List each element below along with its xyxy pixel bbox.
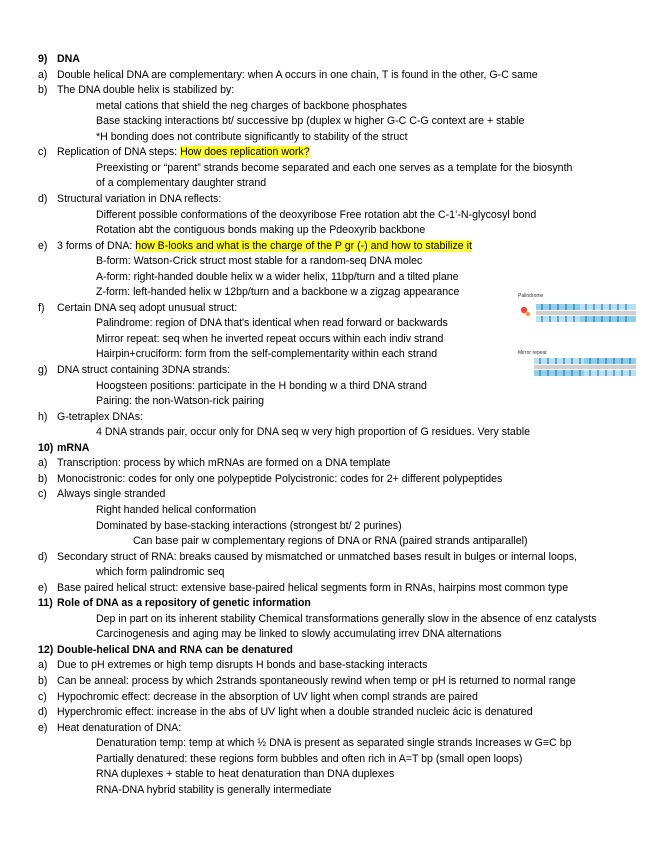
list-marker: e) [38, 239, 48, 252]
line-text [57, 597, 311, 610]
list-marker: h) [38, 410, 48, 423]
line-text-body: DNA [57, 53, 80, 65]
line-text [133, 535, 528, 548]
line-text [57, 659, 427, 672]
line-text [96, 737, 571, 750]
line-text-body: Base paired helical struct: extensive base-paired helical segments form in RNAs, hairpins most common type [57, 581, 569, 594]
line-text [96, 209, 536, 222]
line-text [96, 271, 459, 284]
line-text-body: Dep in part on its inherent stability Chemical transformations generally slow in the absence of enz catalysts [96, 612, 597, 625]
list-marker: g) [38, 364, 48, 376]
list-marker: e) [38, 721, 48, 734]
list-marker: a) [38, 659, 48, 672]
line-text [96, 768, 394, 781]
line-text-body: *H bonding does not contribute significantly to stability of the struct [96, 130, 408, 143]
line-text-body: Pairing: the non-Watson-rick pairing [96, 395, 265, 408]
line-text [57, 473, 502, 486]
line-text-body: Rotation abt the contiguous bonds making up the Pdeoxyrib backbone [96, 224, 426, 237]
line-text [96, 131, 408, 144]
list-marker: f) [38, 301, 45, 314]
line-text-body: Role of DNA as a repository of genetic information [57, 597, 311, 610]
list-marker: a) [38, 457, 48, 470]
line-text-body: Different possible conformations of the deoxyribose Free rotation abt the C-1’-N-glycosyl bond [96, 208, 537, 221]
line-text-body: Z-form: left-handed helix w 12bp/turn and a backbone w a zigzag appearance [96, 286, 460, 299]
line-text [57, 551, 577, 564]
mirror-repeat-figure-label: Mirror repeat [518, 350, 547, 356]
line-text [57, 691, 478, 704]
list-marker: 11) [38, 597, 53, 610]
line-text-body: mRNA [57, 441, 90, 454]
line-text [57, 488, 165, 501]
line-text [57, 675, 576, 688]
line-text [96, 317, 448, 330]
line-text [96, 520, 402, 533]
line-text [96, 628, 502, 641]
line-text-body: Can base pair w complementary regions of DNA or RNA (paired strands antiparallel) [133, 535, 528, 548]
line-text [96, 100, 407, 113]
line-text-body: 4 DNA strands pair, occur only for DNA seq w very high proportion of G residues. Very stable [96, 426, 530, 439]
line-text-body: Palindrome: region of DNA that's identical when read forward or backwards [96, 317, 448, 330]
line-text [96, 177, 266, 190]
line-text [96, 784, 332, 797]
line-text-body: Partially denatured: these regions form bubbles and often rich in A=T bp (small open loops) [96, 752, 523, 765]
line-text-body: Can be anneal: process by which 2strands spontaneously rewind when temp or pH is returned to normal range [57, 675, 576, 687]
line-text [57, 706, 533, 719]
line-text-body: Heat denaturation of DNA: [57, 721, 182, 734]
line-text-body: Structural variation in DNA reflects: [57, 192, 222, 205]
line-text [57, 411, 143, 424]
highlighted-question: How does replication work? [180, 146, 310, 159]
line-text [57, 442, 89, 455]
line-text-body: The DNA double helix is stabilized by: [57, 84, 235, 97]
line-text-body: Hairpin+cruciform: form from the self-complementarity within each strand [96, 348, 438, 361]
line-text-body: Carcinogenesis and aging may be linked to slowly accumulating irrev DNA alternations [96, 628, 502, 641]
line-text-body: Hypochromic effect: decrease in the absorption of UV light when compl strands are paired [57, 690, 478, 703]
line-text-body: Secondary struct of RNA: breaks caused by mismatched or unmatched bases result in bulges or internal loops, [57, 550, 577, 563]
line-text [96, 333, 443, 346]
line-text [57, 53, 80, 66]
line-text [96, 115, 524, 128]
line-text-body: RNA duplexes + stable to heat denaturation than DNA duplexes [96, 768, 395, 781]
line-text [57, 69, 538, 82]
list-marker: d) [38, 706, 48, 719]
line-text [57, 84, 234, 97]
list-marker: c) [38, 146, 47, 159]
line-text-body: A-form: right-handed double helix w a wider helix, 11bp/turn and a tilted plane [96, 270, 459, 283]
line-text [96, 348, 437, 361]
line-text-body: metal cations that shield the neg charges of backbone phosphates [96, 99, 407, 112]
line-text [96, 224, 425, 237]
line-text [57, 722, 181, 735]
line-text [96, 566, 224, 579]
line-text-body: Preexisting or “parent” strands become separated and each one serves as a template for the biosynth [96, 161, 573, 174]
line-text [57, 582, 568, 595]
palindrome-marker-dot-icon [526, 312, 530, 316]
palindrome-figure [516, 290, 640, 330]
line-text [96, 426, 530, 439]
line-text-body: Right handed helical conformation [96, 503, 257, 516]
line-text [96, 395, 264, 408]
list-marker: b) [38, 675, 48, 687]
palindrome-marker-icon [521, 307, 527, 313]
line-text [57, 240, 472, 253]
list-marker: c) [38, 690, 47, 703]
line-text-body: Monocistronic: codes for only one polypeptide Polycistronic: codes for 2+ different polypeptides [57, 472, 503, 485]
line-text [96, 504, 256, 517]
line-text [96, 255, 422, 268]
list-marker: b) [38, 472, 48, 485]
highlighted-question: how B-looks and what is the charge of the P gr (-) and how to stabilize it [135, 239, 472, 252]
line-text-body: RNA-DNA hybrid stability is generally intermediate [96, 783, 332, 796]
line-text-body: Hoogsteen positions: participate in the H bonding w a third DNA strand [96, 379, 427, 392]
line-text-body: Transcription: process by which mRNAs are formed on a DNA template [57, 457, 391, 470]
line-text [96, 753, 522, 766]
line-text-body: Mirror repeat: seq when he inverted repeat occurs within each indiv strand [96, 332, 444, 345]
line-text-body: Hyperchromic effect: increase in the abs of UV light when a double stranded nucleic ácic is denatured [57, 706, 533, 719]
list-marker: b) [38, 84, 48, 97]
list-marker: 9) [38, 53, 48, 65]
line-text [57, 457, 390, 470]
line-text-body: Dominated by base-stacking interactions (strongest bt/ 2 purines) [96, 519, 402, 532]
line-text-body: Denaturation temp: temp at which ½ DNA is present as separated single strands Increases w G≡C bp [96, 737, 572, 750]
line-text [96, 286, 459, 299]
list-marker: a) [38, 68, 48, 81]
palindrome-figure-label: Palindrome [518, 293, 544, 299]
line-text-body: Double helical DNA are complementary: when A occurs in one chain, T is found in the other, G-C same [57, 68, 538, 81]
line-text-body: G-tetraplex DNAs: [57, 410, 143, 423]
line-text-body: Due to pH extremes or high temp disrupts H bonds and base-stacking interacts [57, 659, 428, 672]
line-text-body: Double-helical DNA and RNA can be denatured [57, 643, 293, 656]
line-text-body: Certain DNA seq adopt unusual struct: [57, 301, 238, 314]
line-text-body: which form palindromic seq [96, 566, 225, 579]
line-text-body: of a complementary daughter strand [96, 177, 267, 190]
list-marker: 10) [38, 441, 54, 454]
list-marker: c) [38, 488, 47, 501]
line-text [57, 146, 310, 159]
line-text-body: DNA struct containing 3DNA strands: [57, 364, 231, 376]
line-text-body: B-form: Watson-Crick struct most stable for a random-seq DNA molec [96, 255, 423, 268]
line-text [96, 613, 597, 626]
line-text [96, 380, 427, 393]
line-text [57, 193, 221, 206]
mirror-repeat-figure [516, 348, 640, 382]
line-text-body: Base stacking interactions bt/ successive bp (duplex w higher G-C C-G context are + stable [96, 115, 525, 128]
line-text [57, 302, 237, 315]
line-text-body: Replication of DNA steps: [57, 146, 181, 159]
line-text [96, 162, 572, 175]
list-marker: d) [38, 192, 48, 205]
line-text [57, 644, 293, 657]
line-text [57, 364, 230, 377]
line-text-body: Always single stranded [57, 488, 166, 501]
list-marker: e) [38, 581, 48, 594]
line-text-body: 3 forms of DNA: [57, 239, 136, 252]
list-marker: d) [38, 550, 48, 563]
list-marker: 12) [38, 643, 54, 656]
